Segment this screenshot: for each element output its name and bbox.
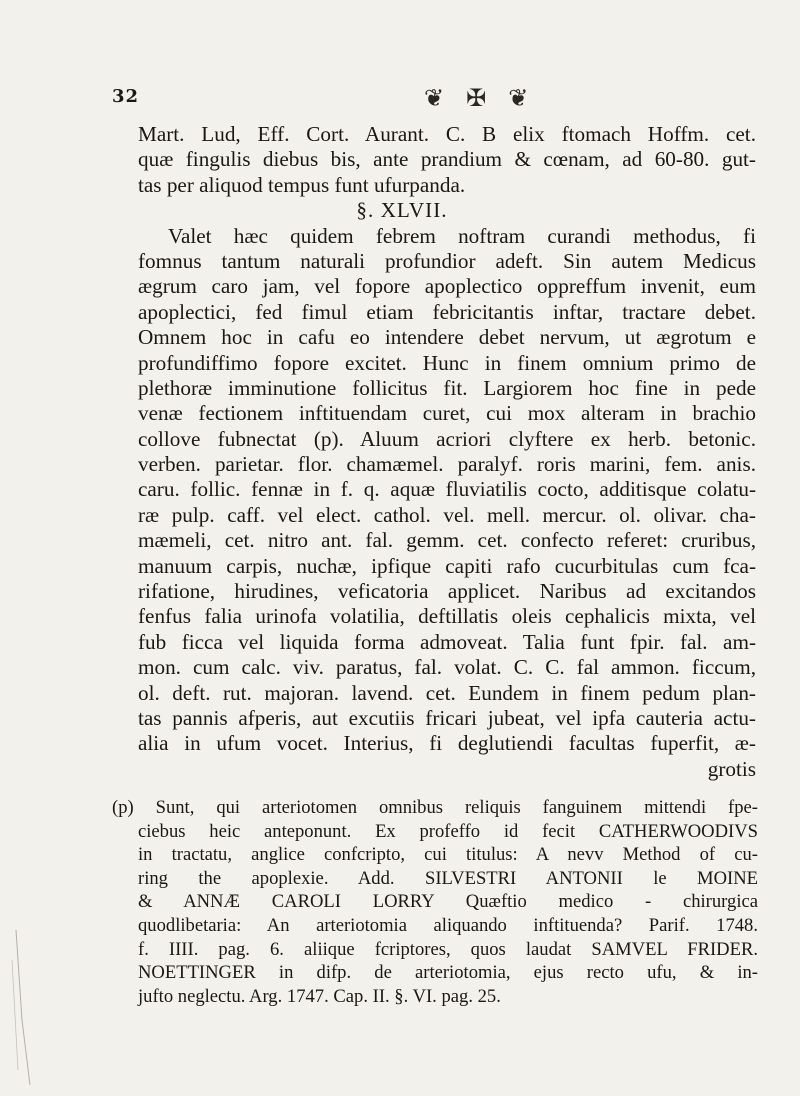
text-line: fub ficca vel liquida forma admoveat. Talia funt fpir. fal. am-	[138, 629, 756, 654]
catchword: grotis	[707, 756, 756, 781]
text-line: verben. parietar. flor. chamæmel. paralyf. roris marini, fem. anis.	[138, 452, 756, 477]
text-line: tas per aliquod tempus funt ufurpanda.	[138, 172, 466, 197]
text-line: apoplectici, fed fimul etiam febricitantis inftar, tractare debet.	[138, 299, 756, 324]
footnote-line: & ANNÆ CAROLI LORRY Quæftio medico - chirurgica	[138, 891, 758, 913]
text-line: fomnus tantum naturali profundior adeft. Sin autem Medicus	[138, 248, 756, 273]
text-line: fenfus falia urinofa volatilia, deftillatis oleis cephalicis mixta, vel	[138, 604, 756, 629]
footnote	[112, 796, 758, 1008]
text-line: tas pannis afperis, aut excutiis fricari jubeat, vel ipfa cauteria actu-	[138, 705, 756, 730]
text-line: Mart. Lud, Eff. Cort. Aurant. C. B elix ftomach Hoffm. cet.	[138, 122, 756, 146]
text-line: rifatione, hirudines, veficatoria applicet. Naribus ad excitandos	[138, 579, 756, 604]
page-number: 32	[112, 86, 140, 107]
fleuron-right-icon: ❦	[508, 84, 529, 112]
footnote-line: ring the apoplexie. Add. SILVESTRI ANTONII le MOINE	[138, 867, 758, 889]
footnote-line: quodlibetaria: An arteriotomia aliquando inftituenda? Parif. 1748.	[138, 914, 758, 936]
text-line: ræ pulp. caff. vel elect. cathol. vel. mell. mercur. ol. olivar. cha-	[138, 502, 756, 527]
text-line: alia in ufum vocet. Interius, fi deglutiendi facultas fuperfit, æ-	[138, 731, 756, 756]
text-line: Valet hæc quidem febrem noftram curandi methodus, fi	[168, 223, 756, 248]
text-line: Omnem hoc in cafu eo intendere debet nervum, ut ægrotum e	[138, 325, 756, 350]
section-heading: §. XLVII.	[356, 198, 448, 223]
footnote-line: ciebus heic anteponunt. Ex profeffo id fecit CATHERWOODIVS	[138, 820, 758, 842]
text-line: caru. follic. fennæ in f. q. aquæ fluviatilis cocto, additisque colatu-	[138, 477, 756, 502]
main-text	[138, 122, 756, 782]
text-line: quæ fingulis diebus bis, ante prandium & cœnam, ad 60-80. gut-	[138, 147, 756, 172]
text-line: collove fubnectat (p). Aluum acriori clyftere ex herb. betonic.	[138, 426, 756, 451]
footnote-line: f. IIII. pag. 6. aliique fcriptores, quos laudat SAMVEL FRIDER.	[138, 938, 758, 960]
page-edge-mark	[8, 920, 68, 1090]
fleuron-left-icon: ❦	[424, 84, 445, 112]
footnote-line: NOETTINGER in difp. de arteriotomia, ejus recto ufu, & in-	[138, 962, 758, 984]
text-line: ol. deft. rut. majoran. lavend. cet. Eundem in finem pedum plan-	[138, 680, 756, 705]
header-ornament	[424, 84, 528, 112]
cross-ornament-icon: ✠	[466, 84, 487, 112]
text-line: ægrum caro jam, vel fopore apoplectico oppreffum invenit, eum	[138, 274, 756, 299]
footnote-line: in tractatu, anglice confcripto, cui titulus: A nevv Method of cu-	[138, 844, 758, 866]
footnote-line: jufto neglectu. Arg. 1747. Cap. II. §. VI. pag. 25.	[138, 985, 501, 1007]
text-line: venæ fectionem inftituendam curet, cui mox alteram in brachio	[138, 401, 756, 426]
text-line: plethoræ imminutione follicitus fit. Largiorem hoc fine in pede	[138, 375, 756, 400]
text-line: mæmeli, cet. nitro ant. fal. gemm. cet. confecto referet: cruribus,	[138, 528, 756, 553]
footnote-line: (p) Sunt, qui arteriotomen omnibus reliquis fanguinem mittendi fpe-	[112, 797, 758, 818]
text-line: mon. cum calc. viv. paratus, fal. volat. C. C. fal ammon. ficcum,	[138, 655, 756, 680]
text-line: manuum carpis, nuchæ, ipfique capiti rafo cucurbitulas cum fca-	[138, 553, 756, 578]
text-line: profundiffimo fopore excitet. Hunc in finem omnium primo de	[138, 350, 756, 375]
